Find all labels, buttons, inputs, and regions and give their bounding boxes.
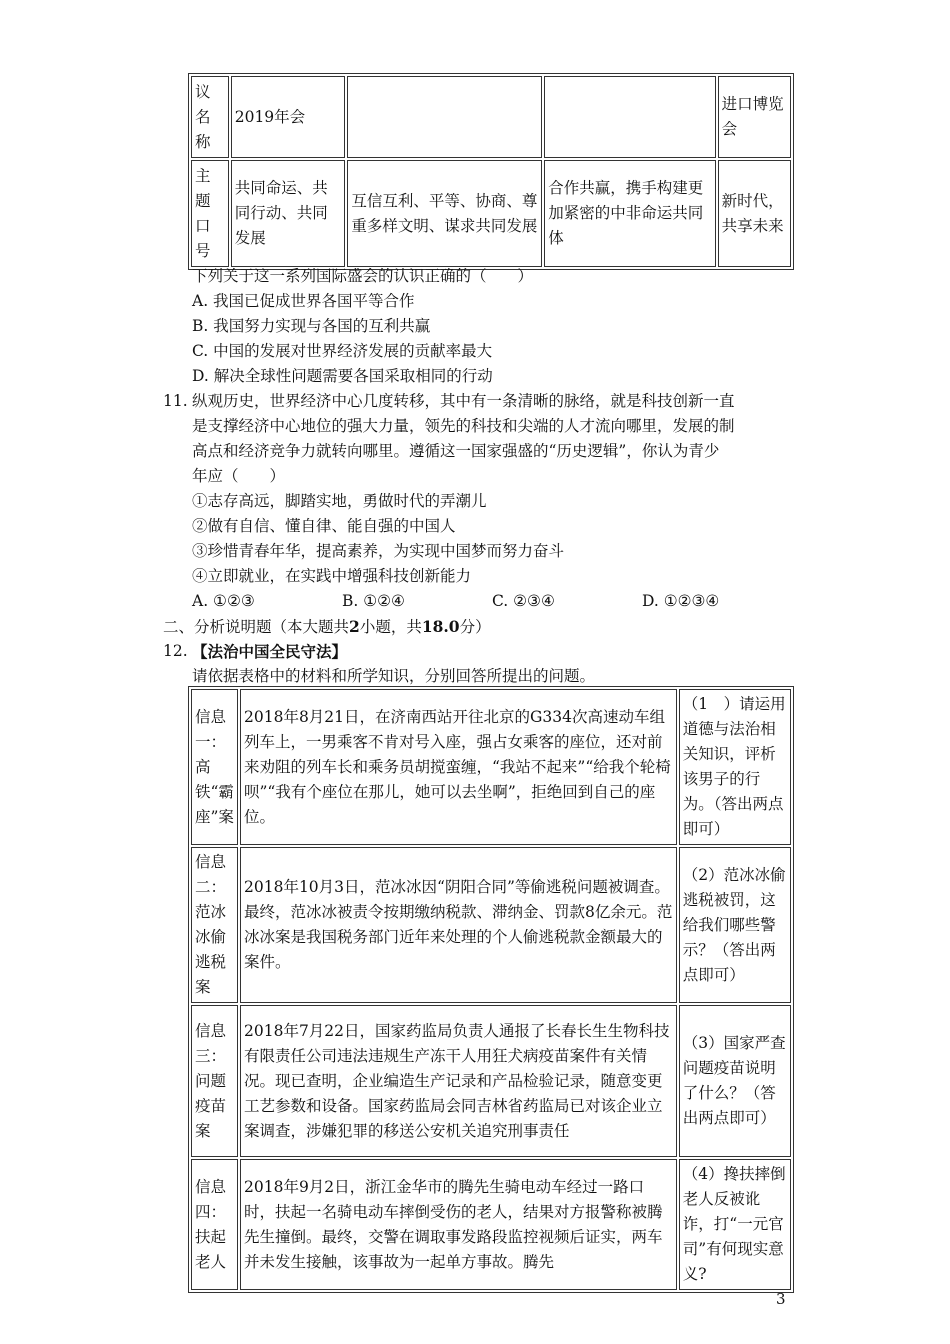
table-cell: 合作共赢，携手构建更加紧密的中非命运共同体 <box>544 160 715 267</box>
q10-option-a: A. 我国已促成世界各国平等合作 <box>192 292 415 310</box>
section-2-score: 18.0 <box>421 617 460 636</box>
case-material: 2018年8月21日，在济南西站开往北京的G334次高速动车组列车上，一男乘客不肯对号入座，强占女乘客的座位，还对前来劝阻的列车长和乘务员胡搅蛮缠，“我站不起来”“给我个轮椅呗”“我有个座位在那儿，她可以去坐啊”，拒绝回到自己的座位。 <box>240 689 677 845</box>
table-row <box>191 689 791 845</box>
table-cell: 2019年会 <box>231 76 346 158</box>
q10-option-b: B. 我国努力实现与各国的互利共赢 <box>192 317 431 335</box>
case-label: 信息三：问题疫苗案 <box>191 1005 238 1157</box>
table-row <box>191 1005 791 1157</box>
table-cell: 议名称 <box>191 76 229 158</box>
case-label: 信息一：高铁“霸座”案 <box>191 689 238 845</box>
q11-stem-line: 年应（ ） <box>192 467 286 485</box>
conference-table <box>188 73 794 270</box>
q11-option-d: D. ①②③④ <box>642 592 720 610</box>
case-label: 信息四：扶起老人 <box>191 1159 238 1290</box>
q11-option-b: B. ①②④ <box>342 592 405 610</box>
case-question: （2）范冰冰偷逃税被罚，这给我们哪些警示？（答出两点即可） <box>679 847 791 1003</box>
q11-item: ③珍惜青春年华，提高素养，为实现中国梦而努力奋斗 <box>192 542 565 560</box>
table-cell <box>544 76 715 158</box>
table-row <box>191 160 791 267</box>
q10-option-c: C. 中国的发展对世界经济发展的贡献率最大 <box>192 342 493 360</box>
case-material: 2018年10月3日，范冰冰因“阴阳合同”等偷逃税问题被调查。最终，范冰冰被责令按期缴纳税款、滞纳金、罚款8亿余元。范冰冰案是我国税务部门近年来处理的个人偷逃税款金额最大的案件。 <box>240 847 677 1003</box>
q11-number: 11. <box>163 392 188 410</box>
case-question: （3）国家严查问题疫苗说明了什么？（答出两点即可） <box>679 1005 791 1157</box>
case-label: 信息二：范冰冰偷逃税案 <box>191 847 238 1003</box>
q11-item: ④立即就业，在实践中增强科技创新能力 <box>192 567 472 585</box>
table-row <box>191 1159 791 1290</box>
table-cell: 进口博览会 <box>718 76 791 158</box>
q11-options <box>192 589 719 614</box>
case-question: （4）搀扶摔倒老人反被讹诈，打“一元官司”有何现实意义? <box>679 1159 791 1290</box>
section-2-mid: 小题，共 <box>359 618 422 636</box>
table-cell: 主题口号 <box>191 160 229 267</box>
law-cases-table <box>188 686 794 1293</box>
q11-option-c: C. ②③④ <box>492 592 555 610</box>
table-cell: 互信互利、平等、协商、尊重多样文明、谋求共同发展 <box>347 160 542 267</box>
q11-stem-line: 纵观历史，世界经济中心几度转移，其中有一条清晰的脉络，就是科技创新一直 <box>192 392 735 410</box>
q11-option-a: A. ①②③ <box>192 592 255 610</box>
section-2-count: 2 <box>349 617 360 636</box>
table-cell: 新时代，共享未来 <box>718 160 791 267</box>
q11-item: ①志存高远，脚踏实地，勇做时代的弄潮儿 <box>192 492 487 510</box>
q12-title: 【法治中国全民守法】 <box>192 642 348 661</box>
q12-number: 12. <box>163 642 188 660</box>
case-question: （1 ）请运用道德与法治相关知识，评析该男子的行为。（答出两点即可） <box>679 689 791 845</box>
case-material: 2018年9月2日，浙江金华市的腾先生骑电动车经过一路口时，扶起一名骑电动车摔倒受伤的老人，结果对方报警称被腾先生撞倒。最终，交警在调取事发路段监控视频后证实，两车并未发生接触，该事故为一起单方事故。腾先 <box>240 1159 677 1290</box>
q10-stem: 下列关于这一系列国际盛会的认识正确的（ ） <box>192 267 534 285</box>
section-2-header <box>163 614 491 640</box>
table-row <box>191 76 791 158</box>
section-2-prefix: 二、分析说明题（本大题共 <box>163 618 350 636</box>
page-number: 3 <box>776 1290 786 1308</box>
table-cell: 共同命运、共同行动、共同发展 <box>231 160 346 267</box>
section-2-suffix: 分） <box>459 618 491 636</box>
q11-stem-line: 是支撑经济中心地位的强大力量，领先的科技和尖端的人才流向哪里，发展的制 <box>192 417 735 435</box>
q12-intro: 请依据表格中的材料和所学知识，分别回答所提出的问题。 <box>192 667 596 685</box>
q10-option-d: D. 解决全球性问题需要各国采取相同的行动 <box>192 367 493 385</box>
case-material: 2018年7月22日，国家药监局负责人通报了长春长生生物科技有限责任公司违法违规生产冻干人用狂犬病疫苗案件有关情况。现已查明，企业编造生产记录和产品检验记录，随意变更工艺参数和设备。国家药监局会同吉林省药监局已对该企业立案调查，涉嫌犯罪的移送公安机关追究刑事责任 <box>240 1005 677 1157</box>
table-cell <box>347 76 542 158</box>
q11-stem-line: 高点和经济竞争力就转向哪里。遵循这一国家强盛的“历史逻辑”，你认为青少 <box>192 442 720 460</box>
q11-item: ②做有自信、懂自律、能自强的中国人 <box>192 517 456 535</box>
table-row <box>191 847 791 1003</box>
